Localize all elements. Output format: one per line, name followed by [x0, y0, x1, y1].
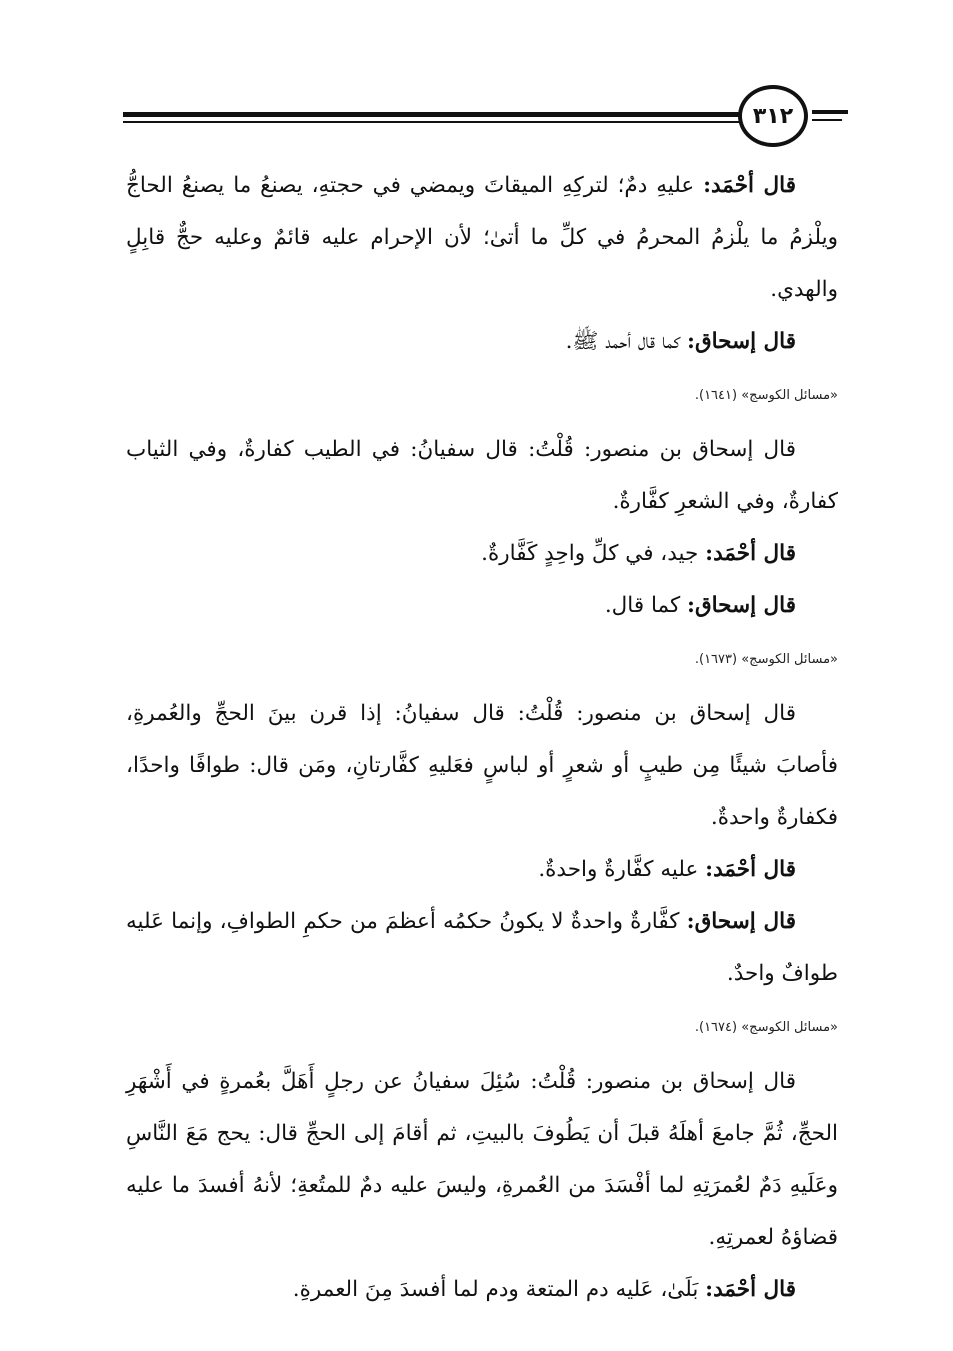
speaker-label: قال أحْمَد: — [705, 1277, 796, 1302]
paragraph-text: كفَّارةٌ واحدةٌ لا يكونُ حكمُه أعظمَ من حكمِ الطوافِ، وإنما عَليه طوافٌ واحدٌ. — [126, 909, 838, 986]
paragraph — [126, 688, 838, 844]
speaker-label: قال أحْمَد: — [705, 857, 796, 882]
header-rule-right-thin — [812, 119, 842, 121]
header-rule-thin — [123, 121, 745, 123]
header-rule-thick — [123, 112, 745, 117]
paragraph — [126, 580, 838, 632]
paragraph-text: عليه كفَّارةٌ واحدةٌ. — [538, 857, 706, 882]
source-citation: «مسائل الكوسج» (١٦٧٣). — [694, 652, 838, 667]
paragraph-text: قال إسحاق بن منصور: قُلْتُ: قال سفيانُ: في الطيب كفارةٌ، وفي الثياب كفارةٌ، وفي الشعرِ كفَّارةٌ. — [126, 437, 838, 514]
paragraph — [126, 896, 838, 1000]
paragraph — [126, 844, 838, 896]
paragraph — [126, 424, 838, 528]
page-number: ٣١٢ — [752, 103, 794, 129]
paragraph-text: قال إسحاق بن منصور: قُلْتُ: قال سفيانُ: إذا قرن بينَ الحجِّ والعُمرةِ، فأصابَ شيئًا مِن طيبٍ أو شعرٍ أو لباسٍ فعَليهِ كفَّارتانِ، ومَن قال: طوافًا واحدًا، فكفارةٌ واحدةٌ. — [126, 701, 838, 830]
speaker-label: قال إسحاق: — [687, 329, 796, 354]
page-body — [126, 160, 838, 1316]
paragraph-text: كما قال أحمد ﷺ. — [565, 329, 688, 354]
page-number-badge — [738, 85, 808, 147]
paragraph — [126, 316, 838, 368]
source-citation: «مسائل الكوسج» (١٦٤١). — [694, 388, 838, 403]
speaker-label: قال إسحاق: — [687, 593, 796, 618]
speaker-label: قال أحْمَد: — [705, 541, 796, 566]
paragraph-text: عليهِ دمٌ؛ لتركِهِ الميقاتَ ويمضي في حجتهِ، يصنعُ ما يصنعُ الحاجُّ ويلْزمُ ما يلْزمُ المحرمُ في كلِّ ما أتىٰ؛ لأن الإحرام عليه قائمٌ وعليه حجٌّ قابِلٍ والهدي. — [126, 173, 838, 302]
paragraph-text: جيد، في كلِّ واحِدٍ كَفَّارةٌ. — [481, 541, 706, 566]
speaker-label: قال إسحاق: — [686, 909, 796, 934]
paragraph — [126, 1056, 838, 1264]
header-rule-right — [812, 110, 848, 114]
paragraph-text: كما قال. — [604, 593, 688, 618]
source-citation: «مسائل الكوسج» (١٦٧٤). — [694, 1020, 838, 1035]
paragraph-text: بَلَىٰ، عَليه دم المتعة ودم لما أفسدَ مِنَ العمرةِ. — [292, 1277, 706, 1302]
paragraph-text: قال إسحاق بن منصور: قُلْتُ: سُئِلَ سفيانُ عن رجلٍ أَهَلَّ بعُمرةٍ في أَشْهَرِ الحجِّ، ثُمَّ جامعَ أهلَهُ قبلَ أن يَطُوفَ بالبيتِ، ثم أقامَ إلى الحجِّ قال: يحج مَعَ النَّاسِ وعَلَيهِ دَمٌ لعُمرَتِهِ لما أفْسَدَ من العُمرةِ، وليسَ عليه دمٌ للمتُعةِ؛ لأنهُ أفسدَ ما عليه قضاؤهُ لعمرتِهِ. — [126, 1069, 838, 1250]
paragraph — [126, 160, 838, 316]
paragraph — [126, 1264, 838, 1316]
speaker-label: قال أحْمَد: — [703, 173, 796, 198]
page-header — [0, 0, 953, 160]
paragraph — [126, 528, 838, 580]
